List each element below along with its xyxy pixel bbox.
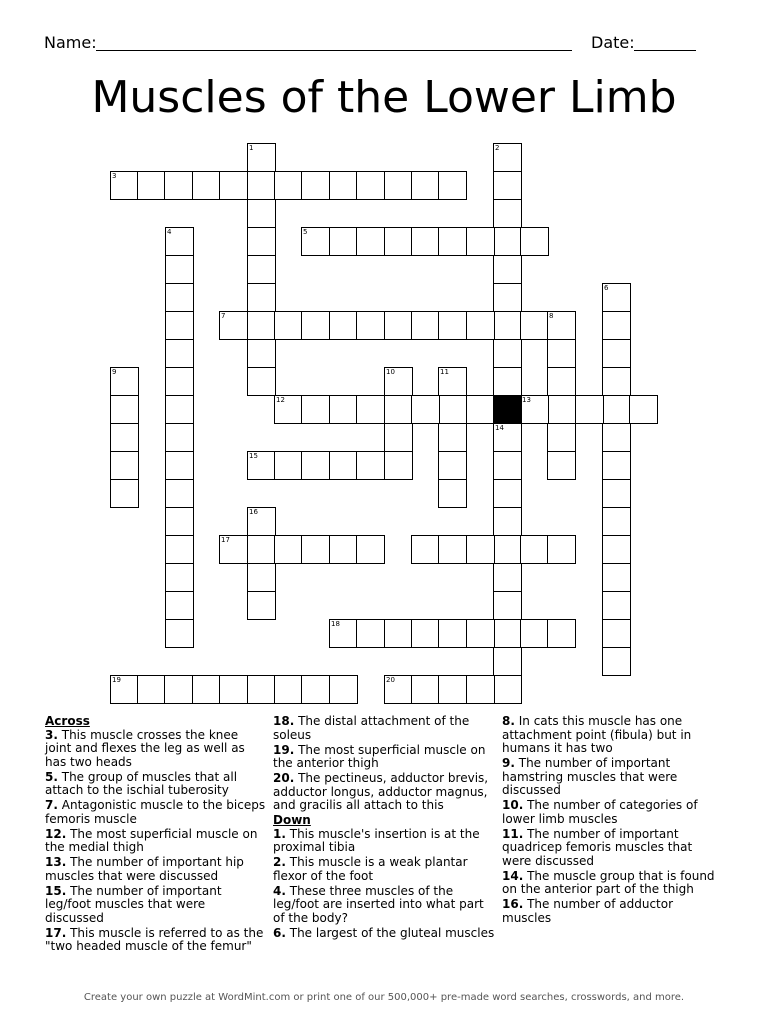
grid-cell[interactable]	[329, 535, 358, 564]
grid-cell[interactable]	[329, 227, 358, 256]
grid-cell[interactable]	[547, 535, 576, 564]
clues-column-1	[45, 715, 267, 955]
down-heading: Down	[273, 813, 311, 827]
grid-cell[interactable]	[438, 619, 467, 648]
grid-cell[interactable]	[165, 591, 194, 620]
grid-cell[interactable]	[165, 395, 194, 424]
grid-cell[interactable]	[110, 479, 139, 508]
grid-cell[interactable]	[411, 311, 440, 340]
grid-cell-blocked	[493, 395, 522, 424]
grid-cell[interactable]	[493, 227, 522, 256]
grid-cell[interactable]	[384, 395, 413, 424]
grid-cell[interactable]	[602, 507, 631, 536]
grid-cell[interactable]	[547, 367, 576, 396]
grid-cell[interactable]	[438, 227, 467, 256]
grid-cell[interactable]	[274, 395, 303, 424]
grid-cell[interactable]	[247, 227, 276, 256]
grid-cell[interactable]	[602, 283, 631, 312]
grid-cell[interactable]	[411, 395, 440, 424]
grid-cell[interactable]	[493, 675, 522, 704]
clue-across-19: 19. The most superficial muscle on the anterior thigh	[273, 742, 486, 770]
grid-cell[interactable]	[384, 311, 413, 340]
grid-cell[interactable]	[110, 367, 139, 396]
grid-cell[interactable]	[602, 451, 631, 480]
grid-cell[interactable]	[493, 451, 522, 480]
grid-cell[interactable]	[547, 451, 576, 480]
clue-across-13: 13. The number of important hip muscles that were discussed	[45, 855, 244, 883]
grid-cell[interactable]	[411, 171, 440, 200]
grid-cell[interactable]	[602, 339, 631, 368]
grid-cell[interactable]	[466, 535, 495, 564]
grid-cell[interactable]	[602, 619, 631, 648]
grid-cell[interactable]	[329, 619, 358, 648]
clue-across-20: 20. The pectineus, adductor brevis, adductor longus, adductor magnus, and gracilis all attach to this	[273, 771, 489, 812]
grid-cell[interactable]	[411, 535, 440, 564]
grid-cell[interactable]	[110, 675, 139, 704]
grid-cell[interactable]	[438, 535, 467, 564]
clue-across-15: 15. The number of important leg/foot muscles that were discussed	[45, 883, 222, 925]
grid-cell[interactable]	[493, 479, 522, 508]
grid-cell[interactable]	[384, 451, 413, 480]
grid-cell[interactable]	[137, 171, 166, 200]
grid-cell[interactable]	[493, 535, 522, 564]
grid-cell[interactable]	[602, 367, 631, 396]
grid-cell[interactable]	[329, 451, 358, 480]
grid-cell[interactable]	[520, 535, 549, 564]
grid-cell[interactable]	[466, 619, 495, 648]
grid-cell[interactable]	[438, 395, 467, 424]
grid-cell[interactable]	[274, 451, 303, 480]
grid-cell[interactable]	[602, 423, 631, 452]
clues-column-2	[273, 715, 495, 942]
grid-cell[interactable]	[110, 171, 139, 200]
grid-cell[interactable]	[329, 171, 358, 200]
grid-cell[interactable]	[547, 619, 576, 648]
clue-number: 5	[303, 228, 308, 236]
clue-down-8: 8. In cats this muscle has one attachment point (fibula) but in humans it has two	[502, 714, 692, 755]
grid-cell[interactable]	[493, 311, 522, 340]
clue-number: 20	[386, 676, 395, 684]
grid-cell[interactable]	[165, 339, 194, 368]
grid-cell[interactable]	[165, 451, 194, 480]
grid-cell[interactable]	[219, 535, 248, 564]
grid-cell[interactable]	[411, 675, 440, 704]
clue-number: 3	[112, 172, 117, 180]
clue-number: 7	[221, 312, 226, 320]
clue-down-10: 10. The number of categories of lower limb muscles	[502, 798, 698, 826]
grid-cell[interactable]	[219, 171, 248, 200]
clue-number: 15	[249, 452, 258, 460]
clue-down-16: 16. The number of adductor muscles	[502, 897, 674, 925]
grid-cell[interactable]	[164, 675, 193, 704]
grid-cell[interactable]	[384, 227, 413, 256]
grid-cell[interactable]	[301, 227, 330, 256]
clue-across-7: 7. Antagonistic muscle to the biceps femoris muscle	[45, 798, 266, 826]
grid-cell[interactable]	[520, 227, 549, 256]
grid-cell[interactable]	[438, 479, 467, 508]
clue-number: 19	[112, 676, 121, 684]
grid-cell[interactable]	[602, 647, 631, 676]
grid-cell[interactable]	[329, 395, 358, 424]
grid-cell[interactable]	[602, 395, 631, 424]
grid-cell[interactable]	[164, 171, 193, 200]
grid-cell[interactable]	[247, 143, 276, 172]
clue-down-6: 6. The largest of the gluteal muscles	[273, 925, 495, 940]
grid-cell[interactable]	[247, 283, 276, 312]
grid-cell[interactable]	[165, 255, 194, 284]
clue-number: 16	[249, 508, 258, 516]
grid-cell[interactable]	[493, 367, 522, 396]
grid-cell[interactable]	[301, 451, 330, 480]
grid-cell[interactable]	[466, 311, 495, 340]
grid-cell[interactable]	[493, 563, 522, 592]
grid-cell[interactable]	[274, 311, 303, 340]
grid-cell[interactable]	[547, 423, 576, 452]
clue-number: 17	[221, 536, 230, 544]
clue-number: 2	[495, 144, 500, 152]
grid-cell[interactable]	[165, 563, 194, 592]
clue-down-11: 11. The number of important quadricep femoris muscles that were discussed	[502, 826, 693, 868]
clue-number: 4	[167, 228, 172, 236]
grid-cell[interactable]	[247, 171, 276, 200]
clue-number: 9	[112, 368, 117, 376]
clue-number: 12	[276, 396, 285, 404]
grid-cell[interactable]	[110, 395, 139, 424]
clue-across-18: 18. The distal attachment of the soleus	[273, 714, 470, 742]
clue-number: 8	[549, 312, 554, 320]
grid-cell[interactable]	[520, 619, 549, 648]
clue-number: 10	[386, 368, 395, 376]
clue-down-14: 14. The muscle group that is found on the anterior part of the thigh	[502, 868, 715, 896]
grid-cell[interactable]	[575, 395, 604, 424]
grid-cell[interactable]	[629, 395, 658, 424]
grid-cell[interactable]	[356, 311, 385, 340]
grid-cell[interactable]	[356, 171, 385, 200]
grid-cell[interactable]	[356, 535, 385, 564]
grid-cell[interactable]	[301, 395, 330, 424]
grid-cell[interactable]	[384, 675, 413, 704]
clue-across-17: 17. This muscle is referred to as the "two headed muscle of the femur"	[45, 925, 264, 953]
grid-cell[interactable]	[247, 563, 276, 592]
grid-cell[interactable]	[411, 227, 440, 256]
grid-cell[interactable]	[165, 283, 194, 312]
grid-cell[interactable]	[438, 675, 467, 704]
grid-cell[interactable]	[466, 675, 495, 704]
clue-number: 1	[249, 144, 254, 152]
grid-cell[interactable]	[493, 647, 522, 676]
grid-cell[interactable]	[602, 479, 631, 508]
grid-cell[interactable]	[165, 367, 194, 396]
clue-down-4: 4. These three muscles of the leg/foot are inserted into what part of the body?	[273, 883, 484, 925]
grid-cell[interactable]	[301, 535, 330, 564]
clue-across-3: 3. This muscle crosses the knee joint and flexes the leg as well as has two heads	[45, 727, 245, 769]
grid-cell[interactable]	[247, 675, 276, 704]
clue-number: 11	[440, 368, 449, 376]
grid-cell[interactable]	[247, 255, 276, 284]
clue-number: 14	[495, 424, 504, 432]
grid-cell[interactable]	[247, 367, 276, 396]
grid-cell[interactable]	[493, 255, 522, 284]
grid-cell[interactable]	[466, 227, 495, 256]
grid-cell[interactable]	[165, 311, 194, 340]
grid-cell[interactable]	[520, 311, 549, 340]
grid-cell[interactable]	[547, 395, 576, 424]
grid-cell[interactable]	[356, 227, 385, 256]
grid-cell[interactable]	[356, 619, 385, 648]
grid-cell[interactable]	[438, 367, 467, 396]
grid-cell[interactable]	[602, 563, 631, 592]
clue-number: 13	[522, 396, 531, 404]
grid-cell[interactable]	[274, 171, 303, 200]
grid-cell[interactable]	[192, 171, 221, 200]
grid-cell[interactable]	[165, 227, 194, 256]
grid-cell[interactable]	[329, 675, 358, 704]
grid-cell[interactable]	[547, 339, 576, 368]
clue-down-1: 1. This muscle's insertion is at the proximal tibia	[273, 826, 480, 854]
grid-cell[interactable]	[438, 423, 467, 452]
grid-cell[interactable]	[110, 451, 139, 480]
page-title: Muscles of the Lower Limb	[91, 72, 677, 123]
grid-cell[interactable]	[274, 675, 303, 704]
grid-cell[interactable]	[466, 395, 495, 424]
grid-cell[interactable]	[493, 619, 522, 648]
grid-cell[interactable]	[520, 395, 549, 424]
grid-cell[interactable]	[602, 591, 631, 620]
grid-cell[interactable]	[301, 675, 330, 704]
grid-cell[interactable]	[165, 423, 194, 452]
grid-cell[interactable]	[192, 675, 221, 704]
grid-cell[interactable]	[247, 451, 276, 480]
grid-cell[interactable]	[301, 311, 330, 340]
grid-cell[interactable]	[329, 311, 358, 340]
across-heading: Across	[45, 714, 90, 728]
grid-cell[interactable]	[384, 367, 413, 396]
clue-down-9: 9. The number of important hamstring muscles that were discussed	[502, 756, 678, 797]
grid-cell[interactable]	[438, 311, 467, 340]
grid-cell[interactable]	[493, 199, 522, 228]
grid-cell[interactable]	[493, 283, 522, 312]
grid-cell[interactable]	[438, 451, 467, 480]
grid-cell[interactable]	[438, 171, 467, 200]
grid-cell[interactable]	[493, 171, 522, 200]
grid-cell[interactable]	[384, 171, 413, 200]
grid-cell[interactable]	[356, 395, 385, 424]
grid-cell[interactable]	[219, 675, 248, 704]
grid-cell[interactable]	[493, 339, 522, 368]
grid-cell[interactable]	[165, 479, 194, 508]
grid-cell[interactable]	[247, 591, 276, 620]
grid-cell[interactable]	[137, 675, 166, 704]
clue-across-12: 12. The most superficial muscle on the medial thigh	[45, 826, 258, 854]
grid-cell[interactable]	[247, 535, 276, 564]
grid-cell[interactable]	[384, 423, 413, 452]
name-label: Name:	[44, 33, 97, 52]
footer-note: Create your own puzzle at WordMint.com or print one of our 500,000+ pre-made word searches, crosswords, and more.	[83, 992, 685, 1003]
grid-cell[interactable]	[165, 535, 194, 564]
grid-cell[interactable]	[602, 311, 631, 340]
date-label: Date:	[591, 33, 635, 52]
grid-cell[interactable]	[411, 619, 440, 648]
grid-cell[interactable]	[547, 311, 576, 340]
grid-cell[interactable]	[110, 423, 139, 452]
grid-cell[interactable]	[247, 339, 276, 368]
grid-cell[interactable]	[493, 507, 522, 536]
grid-cell[interactable]	[493, 591, 522, 620]
grid-cell[interactable]	[493, 143, 522, 172]
grid-cell[interactable]	[274, 535, 303, 564]
clue-number: 18	[331, 620, 340, 628]
grid-cell[interactable]	[493, 423, 522, 452]
grid-cell[interactable]	[301, 171, 330, 200]
grid-cell[interactable]	[356, 451, 385, 480]
grid-cell[interactable]	[247, 199, 276, 228]
grid-cell[interactable]	[247, 311, 276, 340]
grid-cell[interactable]	[247, 507, 276, 536]
grid-cell[interactable]	[602, 535, 631, 564]
grid-cell[interactable]	[219, 311, 248, 340]
clue-down-2: 2. This muscle is a weak plantar flexor of the foot	[273, 855, 468, 883]
grid-cell[interactable]	[165, 619, 194, 648]
clue-number: 6	[604, 284, 609, 292]
grid-cell[interactable]	[384, 619, 413, 648]
clues-column-3	[502, 715, 724, 927]
grid-cell[interactable]	[165, 507, 194, 536]
clue-across-5: 5. The group of muscles that all attach to the ischial tuberosity	[45, 769, 238, 797]
